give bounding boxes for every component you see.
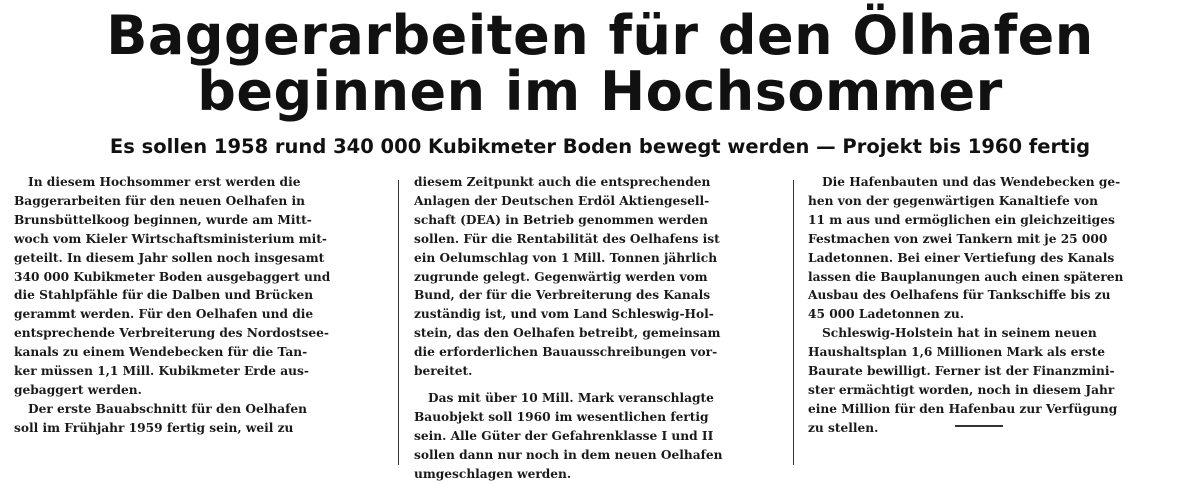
- text-line: stein, das den Oelhafen betreibt, gemeinsam: [414, 326, 721, 341]
- headline: [0, 4, 1200, 123]
- text-line: ker müssen 1,1 Mill. Kubikmeter Erde aus-: [14, 364, 309, 379]
- text-line: zu stellen.: [808, 420, 879, 435]
- text-line: geteilt. In diesem Jahr sollen noch insgesamt: [14, 250, 325, 265]
- text-line: 11 m aus und ermöglichen ein gleichzeitiges: [808, 212, 1115, 227]
- text-line: zugrunde gelegt. Gegenwärtig werden vom: [414, 269, 708, 284]
- text-line: umgeschlagen werden.: [414, 466, 572, 481]
- text-line: gerammt werden. Für den Oelhafen und die: [14, 307, 314, 322]
- text-line: Schleswig-Holstein hat in seinem neuen: [822, 326, 1097, 341]
- text-line: Festmachen von zwei Tankern mit je 25 000: [808, 231, 1108, 246]
- text-line: Der erste Bauabschnitt für den Oelhafen: [28, 401, 308, 416]
- text-line: ster ermächtigt worden, noch in diesem Jahr: [808, 382, 1115, 397]
- text-line: zuständig ist, und vom Land Schleswig-Hol-: [414, 307, 714, 322]
- text-line: Das mit über 10 Mill. Mark veranschlagte: [428, 390, 714, 405]
- headline-line-2: beginnen im Hochsommer: [197, 60, 1003, 123]
- text-line: Bund, der für die Verbreiterung des Kanals: [414, 288, 711, 303]
- text-line: Ladetonnen. Bei einer Vertiefung des Kanals: [808, 250, 1115, 265]
- article-column-1: [14, 173, 372, 438]
- subheadline: Es sollen 1958 rund 340 000 Kubikmeter Boden bewegt werden — Projekt bis 1960 fertig: [109, 135, 1091, 158]
- text-line: sollen. Für die Rentabilität des Oelhafens ist: [414, 231, 720, 246]
- text-line: Brunsbüttelkoog beginnen, wurde am Mitt-: [14, 212, 312, 227]
- article-end-rule: [955, 425, 1003, 427]
- text-line: schaft (DEA) in Betrieb genommen werden: [414, 212, 708, 227]
- text-line: Baggerarbeiten für den neuen Oelhafen in: [14, 193, 305, 208]
- text-line: ein Oelumschlag von 1 Mill. Tonnen jährlich: [414, 250, 718, 265]
- text-line: Anlagen der Deutschen Erdöl Aktiengesell-: [414, 193, 710, 208]
- text-line: gebaggert werden.: [14, 382, 142, 397]
- text-line: soll im Frühjahr 1959 fertig sein, weil zu: [14, 420, 294, 435]
- text-line: hen von der gegenwärtigen Kanaltiefe von: [808, 193, 1099, 208]
- text-line: woch vom Kieler Wirtschaftsministerium mit-: [14, 231, 327, 246]
- text-line: lassen die Bauplanungen auch einen späteren: [808, 269, 1124, 284]
- text-line: 45 000 Ladetonnen zu.: [808, 307, 964, 322]
- article-body: [0, 173, 1200, 481]
- text-line: entsprechende Verbreiterung des Nordostsee-: [14, 326, 329, 341]
- article-column-2: [414, 173, 772, 484]
- text-line: kanals zu einem Wendebecken für die Tan-: [14, 345, 308, 360]
- text-line: eine Million für den Hafenbau zur Verfügung: [808, 401, 1118, 416]
- text-line: Bauobjekt soll 1960 im wesentlichen fertig: [414, 409, 709, 424]
- text-line: 340 000 Kubikmeter Boden ausgebaggert und: [14, 269, 331, 284]
- text-line: Haushaltsplan 1,6 Millionen Mark als erste: [808, 345, 1106, 360]
- text-line: sollen dann nur noch in dem neuen Oelhafen: [414, 447, 723, 462]
- text-line: Baurate bewilligt. Ferner ist der Finanzmini-: [808, 364, 1115, 379]
- headline-line-1: Baggerarbeiten für den Ölhafen: [106, 4, 1094, 67]
- text-line: sein. Alle Güter der Gefahrenklasse I und II: [414, 428, 714, 443]
- text-line: Die Hafenbauten und das Wendebecken ge-: [822, 175, 1121, 189]
- text-line: bereitet.: [414, 364, 473, 379]
- text-line: In diesem Hochsommer erst werden die: [28, 175, 301, 189]
- text-line: die erforderlichen Bauausschreibungen vor-: [414, 345, 718, 360]
- text-line: Ausbau des Oelhafens für Tankschiffe bis zu: [808, 288, 1111, 303]
- text-line: die Stahlpfähle für die Dalben und Brücken: [14, 288, 314, 303]
- text-line: diesem Zeitpunkt auch die entsprechenden: [414, 175, 711, 189]
- article-column-3: [808, 173, 1166, 438]
